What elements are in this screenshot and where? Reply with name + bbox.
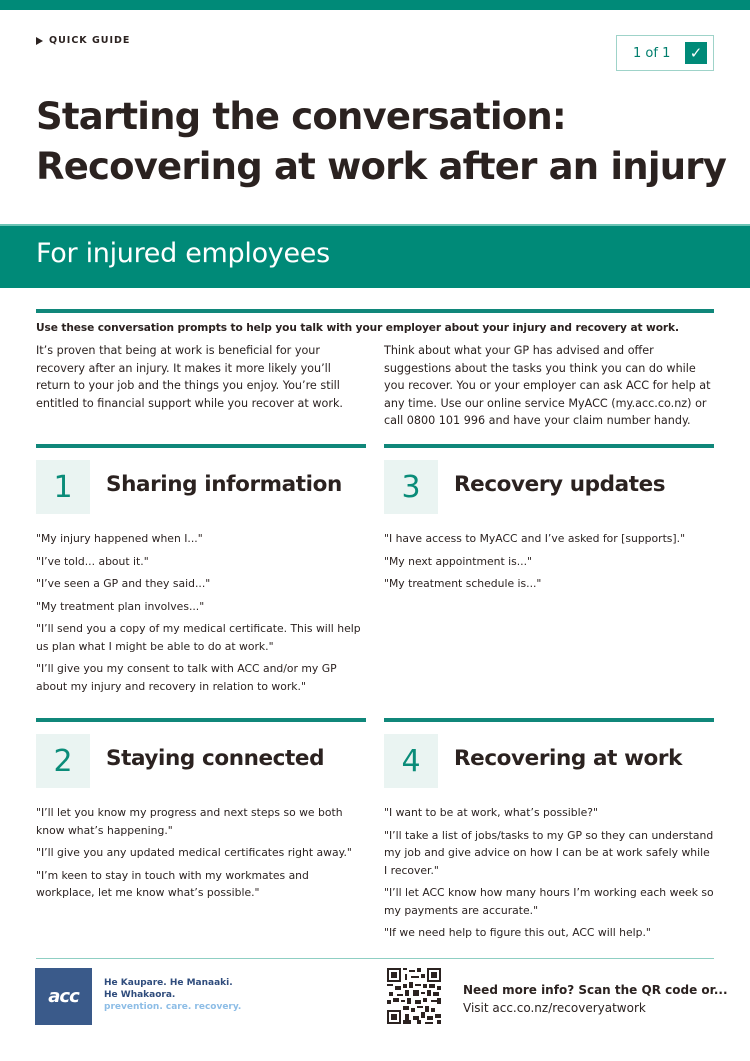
quote-item: "My injury happened when I..."	[36, 532, 203, 545]
quote-item: "My next appointment is..."	[384, 554, 533, 568]
quick-guide-text: QUICK GUIDE	[49, 35, 131, 46]
quote-list	[36, 530, 366, 700]
section-number: 1	[36, 460, 90, 514]
section-heading: Sharing information	[106, 472, 342, 497]
top-accent-bar	[0, 0, 750, 10]
quote-item: "I’ll take a list of jobs/tasks to my GP so they can understand my job and give advice on how I can be at work safely while I recover."	[384, 828, 714, 877]
quote-item: "I have access to MyACC and I’ve asked for [supports]."	[384, 532, 686, 545]
section-2-divider	[36, 718, 366, 722]
quote-item: "I’ll let you know my progress and next steps so we both know what’s happening."	[36, 806, 343, 837]
audience-subtitle: For injured employees	[36, 238, 330, 269]
quote-item: "My treatment schedule is..."	[384, 577, 542, 590]
checkmark-icon: ✓	[685, 42, 707, 64]
section-3-divider	[384, 444, 714, 448]
acc-logo	[35, 968, 92, 1025]
section-heading: Staying connected	[106, 746, 325, 771]
quote-list	[384, 530, 714, 598]
more-info-block	[463, 981, 728, 1017]
quote-list	[384, 804, 714, 947]
quote-item: "My treatment plan involves..."	[36, 599, 205, 613]
quote-item: "I’ll give you any updated medical certificates right away."	[36, 846, 352, 859]
qr-code-icon[interactable]	[387, 968, 441, 1024]
section-4-divider	[384, 718, 714, 722]
quote-item: "I’ll let ACC know how many hours I’m working each week so my payments are accurate."	[384, 886, 714, 917]
page-title	[36, 92, 726, 192]
section-heading: Recovering at work	[454, 746, 683, 771]
quote-item: "I’ve told... about it."	[36, 554, 149, 568]
more-info-link[interactable]: Visit acc.co.nz/recoveryatwork	[463, 1001, 646, 1015]
intro-divider	[36, 309, 714, 313]
tagline-english: prevention. care. recovery.	[104, 1002, 242, 1012]
tagline-maori-line-2: He Whakaora.	[104, 990, 176, 1000]
section-heading: Recovery updates	[454, 472, 666, 497]
page-count: 1 of 1	[633, 45, 671, 61]
section-1-divider	[36, 444, 366, 448]
section-number: 2	[36, 734, 90, 788]
quick-guide-label	[36, 35, 130, 46]
quote-item: "I’ll give you my consent to talk with ACC and/or my GP about my injury and recovery in relation to work."	[36, 662, 337, 693]
intro-right-paragraph: Think about what your GP has advised and offer suggestions about the tasks you think you can do while you recover. You or your employer can ask ACC for help at any time. Use our online service MyACC (my.acc.co.nz) or call 0800 101 996 and have your claim number handy.	[384, 344, 711, 428]
more-info-heading: Need more info? Scan the QR code or...	[463, 983, 728, 997]
section-number: 3	[384, 460, 438, 514]
page-indicator-badge	[616, 35, 714, 71]
tagline-maori-line-1: He Kaupare. He Manaaki.	[104, 978, 233, 988]
audience-band	[0, 224, 750, 288]
quote-item: "I’ve seen a GP and they said..."	[36, 577, 211, 590]
play-triangle-icon	[36, 37, 43, 45]
quote-list	[36, 804, 366, 907]
quote-item: "I’m keen to stay in touch with my workmates and workplace, let me know what’s possible."	[36, 868, 309, 899]
quote-item: "If we need help to figure this out, ACC will help."	[384, 926, 651, 939]
quote-item: "I want to be at work, what’s possible?"	[384, 806, 598, 819]
title-line-1: Starting the conversation:	[36, 95, 566, 138]
section-number: 4	[384, 734, 438, 788]
intro-lead-text: Use these conversation prompts to help you talk with your employer about your injury and recovery at work.	[36, 322, 679, 334]
acc-tagline	[104, 977, 241, 1013]
quote-item: "I’ll send you a copy of my medical certificate. This will help us plan what I might be able to do at work."	[36, 622, 361, 653]
intro-left-paragraph: It’s proven that being at work is beneficial for your recovery after an injury. It makes it more likely you’ll return to your job and the things you enjoy. You’re still entitled to financial support while you recover at work.	[36, 344, 343, 410]
footer-divider	[36, 958, 714, 959]
acc-logo-text: acc	[48, 986, 79, 1007]
title-line-2: Recovering at work after an injury	[36, 145, 727, 188]
